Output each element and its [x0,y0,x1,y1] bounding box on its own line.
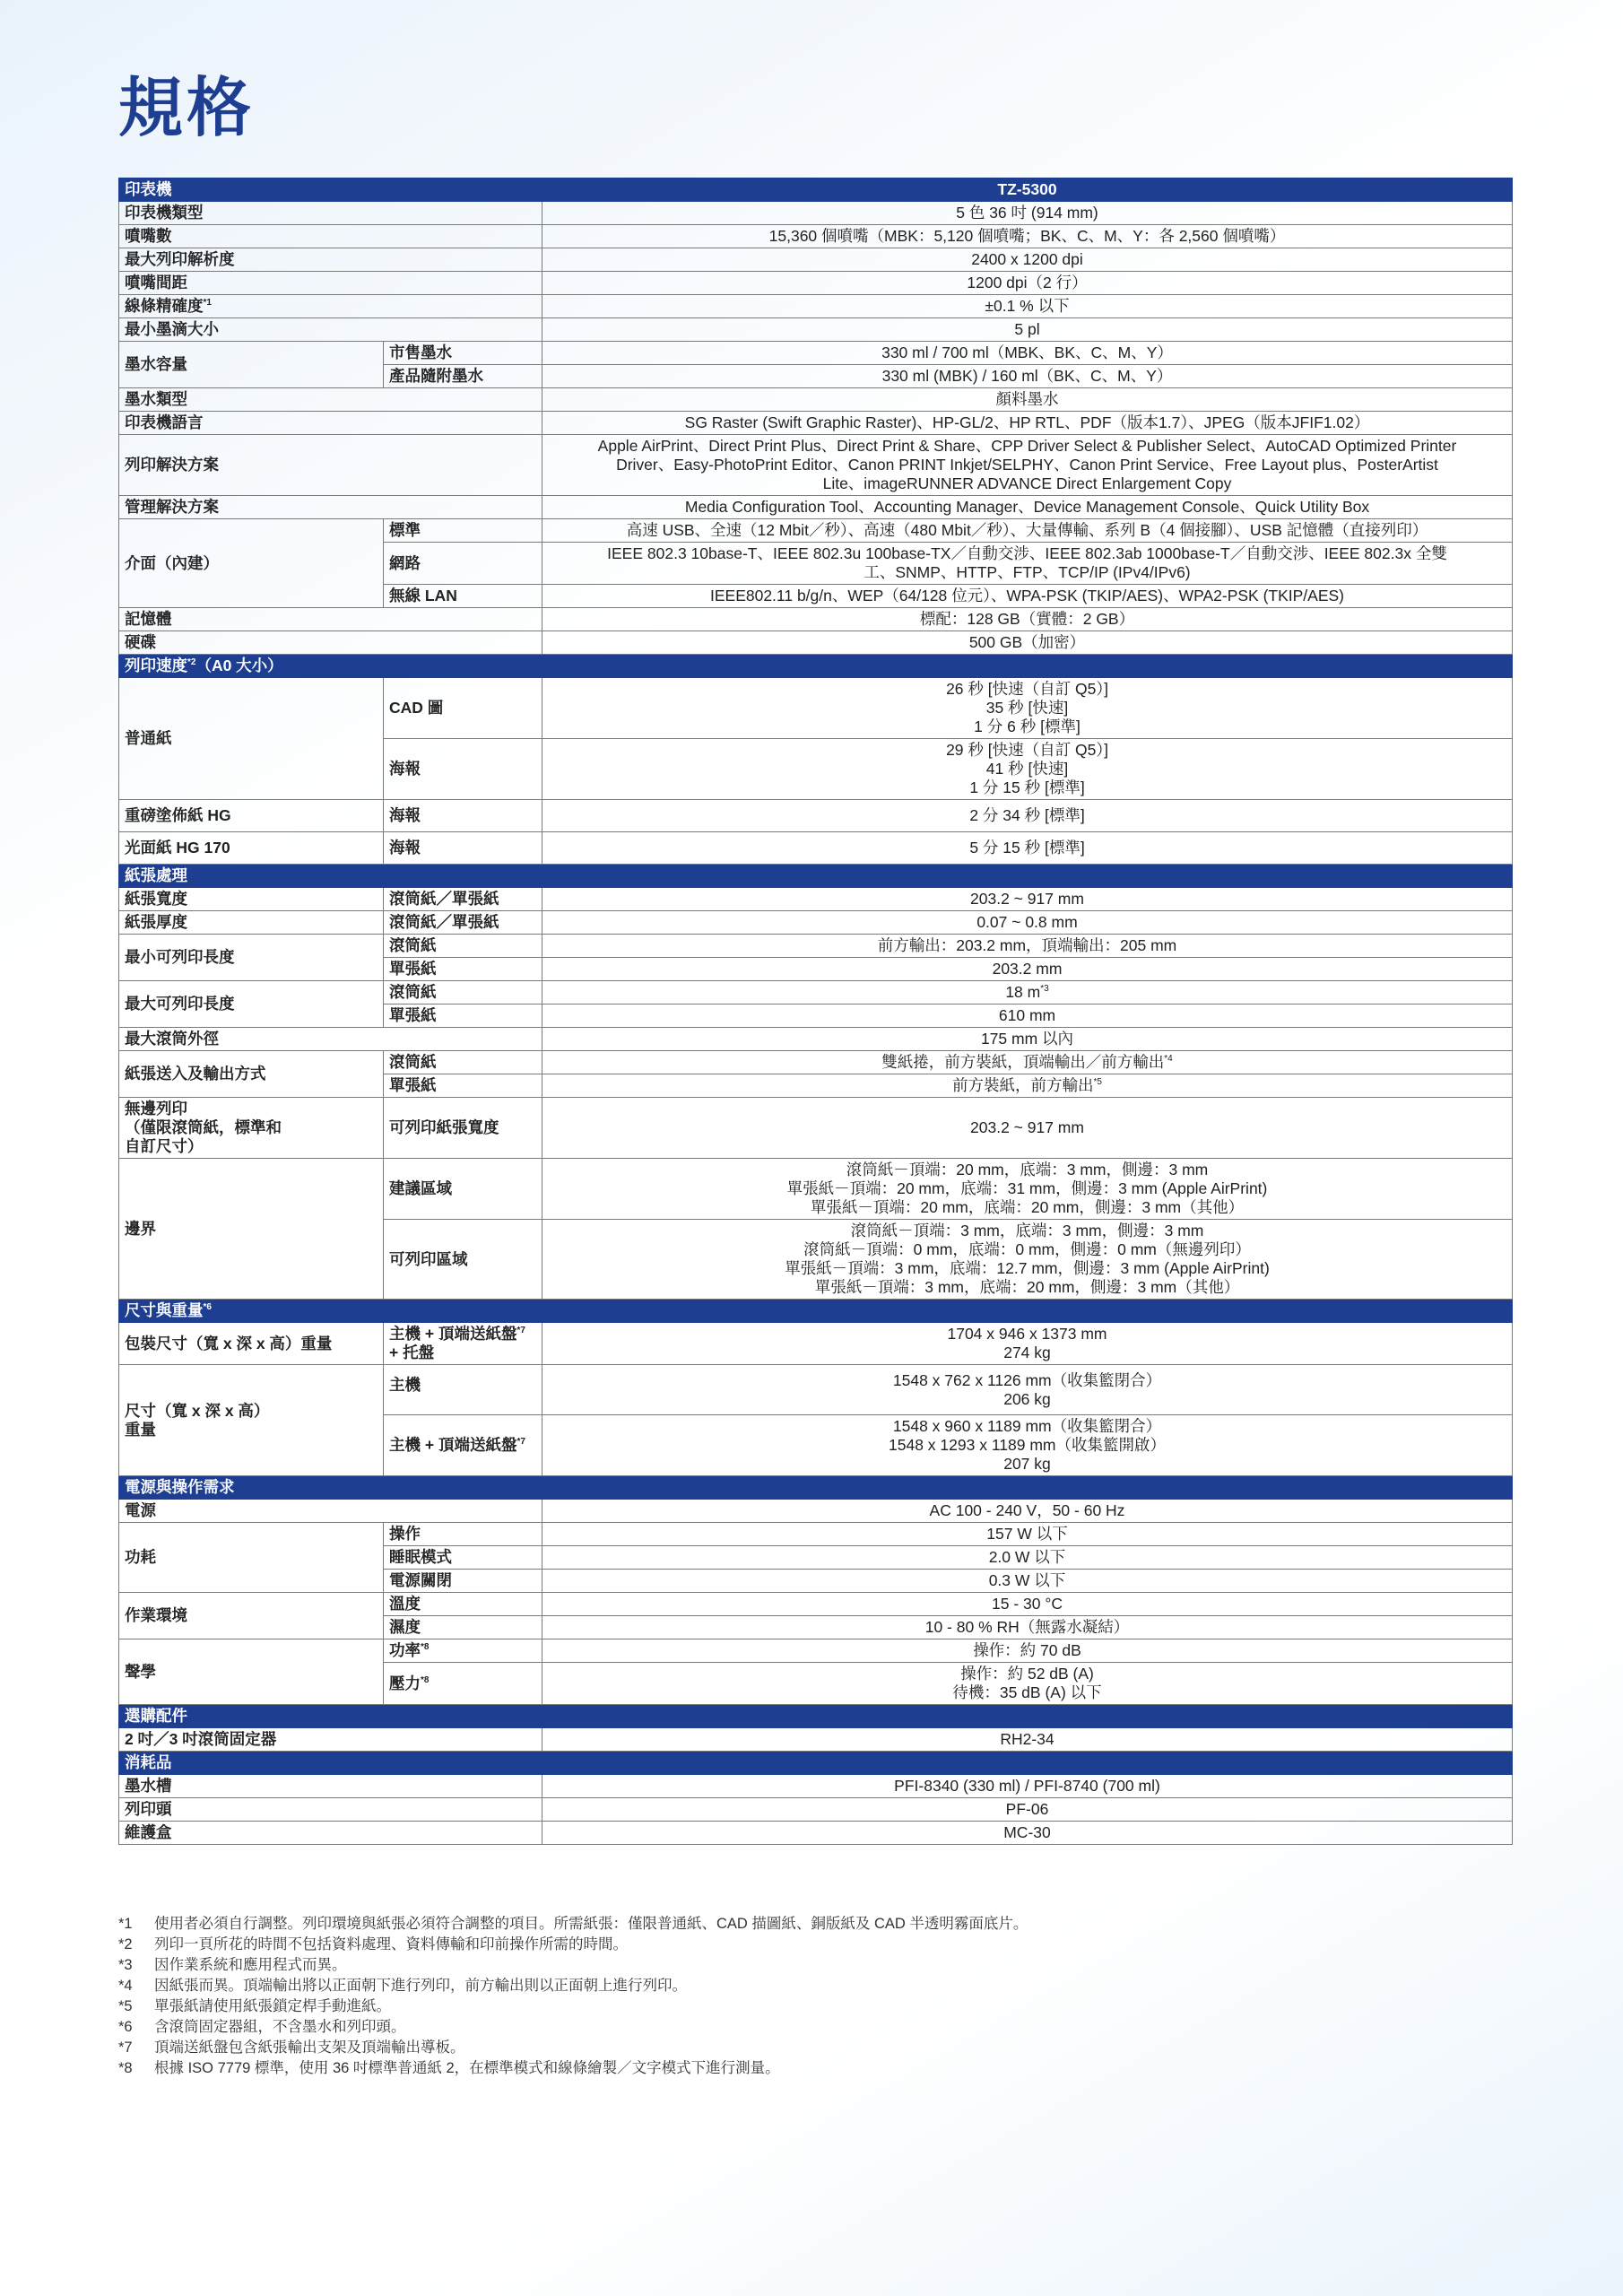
row-value: PFI-8340 (330 ml) / PFI-8740 (700 ml) [542,1775,1513,1798]
footnote [118,2038,1028,2058]
sub-label: 睡眠模式 [384,1546,542,1570]
value-line: 35 秒 [快速] [985,699,1069,717]
row-value: PF-06 [542,1798,1513,1822]
row-value: 15 - 30 °C [542,1593,1513,1616]
row-value: 203.2 mm [542,958,1513,981]
value-line: 1548 x 1293 x 1189 mm（收集籃開啟） [889,1436,1166,1454]
footnote-text: 因紙張而異。頂端輸出將以正面朝下進行列印，前方輸出則以正面朝上進行列印。 [154,1978,687,1994]
label-line: 重量 [125,1420,156,1439]
sub-label: 滾筒紙 [384,1051,542,1074]
row-value: 高速 USB、全速（12 Mbit／秒）、高速（480 Mbit／秒）、大量傳輸、系列 B（4 個接腳）、USB 記憶體（直接列印） [542,519,1513,543]
row-value-multiline [542,1323,1513,1365]
row-value: Media Configuration Tool、Accounting Manager、Device Management Console、Quick Utility Box [542,496,1513,519]
table-header-row [119,178,1513,202]
table-row [119,935,1513,958]
row-label: 最小可列印長度 [119,935,384,981]
value-line: 26 秒 [快速（自訂 Q5）] [946,680,1108,698]
row-value: 2 分 34 秒 [標準] [542,800,1513,832]
row-value: 175 mm 以內 [542,1028,1513,1051]
value-line: Apple AirPrint、Direct Print Plus、Direct Print & Share、CPP Driver Select & Publisher Select、AutoCAD Optimized Printer [597,437,1457,455]
row-value: SG Raster (Swift Graphic Raster)、HP-GL/2、HP RTL、PDF（版本1.7）、JPEG（版本JFIF1.02） [542,412,1513,435]
row-value-multiline [542,678,1513,739]
table-row [119,435,1513,496]
sub-label: 操作 [384,1523,542,1546]
row-label: 普通紙 [119,678,384,800]
footnote-text: 單張紙請使用紙張鎖定桿手動進紙。 [154,1998,391,2014]
row-value: 330 ml (MBK) / 160 ml（BK、C、M、Y） [542,365,1513,388]
row-value-multiline [542,1220,1513,1300]
value-line: 單張紙－頂端：3 mm，底端：12.7 mm，側邊：3 mm (Apple AirPrint) [785,1259,1270,1277]
table-row [119,1051,1513,1074]
table-row [119,1798,1513,1822]
table-row [119,519,1513,543]
footnote-number: *3 [118,1957,133,1973]
row-value-multiline [542,739,1513,800]
footnote-number: *2 [118,1936,133,1952]
section-header-paper [119,865,1513,888]
sub-label-with-note [384,1663,542,1705]
sub-label: 滾筒紙 [384,981,542,1004]
table-row [119,608,1513,631]
sub-label: 可列印紙張寬度 [384,1098,542,1159]
footnote-text: 因作業系統和應用程式而異。 [154,1957,347,1973]
row-value: 15,360 個噴嘴（MBK：5,120 個噴嘴；BK、C、M、Y：各 2,560 個噴嘴） [542,225,1513,248]
sub-label: 濕度 [384,1616,542,1639]
sub-label: 網路 [384,543,542,585]
value-text: 前方裝紙，前方輸出 [952,1076,1094,1094]
row-value-multiline [542,1415,1513,1476]
row-label: 作業環境 [119,1593,384,1639]
row-label: 噴嘴間距 [119,272,542,295]
table-row [119,911,1513,935]
header-label: 印表機 [119,178,542,202]
footnote-number: *1 [118,1916,133,1932]
sub-label: 主機 [384,1365,542,1415]
footnote [118,1955,1028,1976]
table-row [119,1728,1513,1752]
row-label: 墨水類型 [119,388,542,412]
row-value: 5 色 36 吋 (914 mm) [542,202,1513,225]
row-value: 0.07 ~ 0.8 mm [542,911,1513,935]
row-label: 2 吋／3 吋滾筒固定器 [119,1728,542,1752]
value-line: 單張紙－頂端：20 mm，底端：31 mm，側邊：3 mm (Apple AirPrint) [786,1179,1268,1197]
sub-label: 電源關閉 [384,1570,542,1593]
table-row [119,496,1513,519]
value-line: 待機：35 dB (A) 以下 [952,1683,1102,1701]
row-label: 墨水槽 [119,1775,542,1798]
section-title-text: 列印速度 [125,657,187,674]
table-row [119,1159,1513,1220]
table-row [119,412,1513,435]
row-label-multiline [119,1098,384,1159]
row-label-with-note [119,295,542,318]
sub-label-with-note [384,1639,542,1663]
sub-label: 單張紙 [384,1004,542,1028]
sub-label: 滾筒紙／單張紙 [384,888,542,911]
table-row [119,248,1513,272]
row-label: 管理解決方案 [119,496,542,519]
row-value: 610 mm [542,1004,1513,1028]
footnote-ref: *3 [1040,984,1049,995]
row-label: 紙張送入及輸出方式 [119,1051,384,1098]
row-value: 157 W 以下 [542,1523,1513,1546]
footnote-ref: *4 [1164,1054,1173,1065]
footnote [118,2017,1028,2038]
row-label: 最大列印解析度 [119,248,542,272]
footnote-text: 列印一頁所花的時間不包括資料處理、資料傳輸和印前操作所需的時間。 [154,1936,628,1952]
table-row [119,981,1513,1004]
table-row [119,342,1513,365]
footnote [118,1996,1028,2017]
section-header-power [119,1476,1513,1500]
footnote [118,1976,1028,1996]
value-line: 29 秒 [快速（自訂 Q5）] [946,741,1108,759]
section-title-text: 尺寸與重量 [125,1301,204,1319]
sub-label: 可列印區域 [384,1220,542,1300]
table-row [119,1098,1513,1159]
value-line: 滾筒紙－頂端：3 mm，底端：3 mm，側邊：3 mm [850,1222,1204,1239]
row-value: ±0.1 % 以下 [542,295,1513,318]
footnote-number: *4 [118,1978,133,1994]
table-row [119,678,1513,739]
row-label: 硬碟 [119,631,542,655]
row-value: 500 GB（加密） [542,631,1513,655]
section-header-print-speed [119,655,1513,678]
sub-label: 海報 [384,832,542,865]
row-value-multiline [542,435,1513,496]
row-value-with-note [542,1074,1513,1098]
row-label: 光面紙 HG 170 [119,832,384,865]
table-row [119,202,1513,225]
table-row [119,1822,1513,1845]
row-label: 記憶體 [119,608,542,631]
sub-line: + 托盤 [389,1344,435,1361]
row-label: 介面（內建） [119,519,384,608]
row-value: 203.2 ~ 917 mm [542,888,1513,911]
table-row [119,1593,1513,1616]
sub-label: 海報 [384,739,542,800]
value-line: 207 kg [1003,1455,1051,1473]
table-row [119,800,1513,832]
value-line: 滾筒紙－頂端：0 mm，底端：0 mm，側邊：0 mm（無邊列印） [803,1240,1251,1258]
footnote-ref: *7 [516,1326,525,1336]
table-row [119,318,1513,342]
sub-text: 主機 + 頂端送紙盤 [389,1436,517,1454]
row-label: 列印頭 [119,1798,542,1822]
row-label: 邊界 [119,1159,384,1300]
section-header-options [119,1705,1513,1728]
section-title-suffix: （A0 大小） [195,657,283,674]
row-value: RH2-34 [542,1728,1513,1752]
footnote-number: *6 [118,2019,133,2035]
section-title: 消耗品 [119,1752,1513,1775]
row-value-multiline [542,1159,1513,1220]
label-line: （僅限滾筒紙，標準和 [125,1118,282,1136]
table-row [119,272,1513,295]
table-row [119,388,1513,412]
row-value-with-note [542,981,1513,1004]
sub-label: 產品隨附墨水 [384,365,542,388]
table-row [119,1028,1513,1051]
row-label: 功耗 [119,1523,384,1593]
row-value: 2.0 W 以下 [542,1546,1513,1570]
footnote [118,2058,1028,2079]
footnotes [118,1914,1028,2079]
footnote-ref: *8 [421,1642,430,1653]
value-line: 206 kg [1003,1389,1051,1408]
row-label: 噴嘴數 [119,225,542,248]
table-row [119,1523,1513,1546]
sub-text: 壓力 [389,1674,421,1692]
page-title: 規格 [118,73,256,144]
footnote-ref: *6 [203,1302,212,1313]
sub-line [389,1325,536,1344]
footnote-ref: *5 [1093,1077,1102,1088]
sub-label-multiline [384,1323,542,1365]
section-title: 電源與操作需求 [119,1476,1513,1500]
sub-label: 建議區域 [384,1159,542,1220]
sub-label: 滾筒紙／單張紙 [384,911,542,935]
footnote-text: 頂端送紙盤包含紙張輸出支架及頂端輸出導板。 [154,2039,465,2056]
footnote-ref: *8 [421,1674,430,1685]
row-label-multiline [119,1365,384,1476]
label-text: 線條精確度 [125,297,204,315]
row-value: 操作：約 70 dB [542,1639,1513,1663]
footnote-ref: *7 [516,1437,525,1448]
row-label: 紙張寬度 [119,888,384,911]
row-value-with-note [542,1051,1513,1074]
footnote-number: *8 [118,2060,133,2076]
row-label: 墨水容量 [119,342,384,388]
value-line: 1704 x 946 x 1373 mm [947,1325,1107,1343]
value-text: 18 m [1005,983,1041,1001]
section-title [119,1300,1513,1323]
value-line: Driver、Easy-PhotoPrint Editor、Canon PRINT Inkjet/SELPHY、Canon Print Service、Free Layout plus、PosterArtist [616,456,1438,474]
footnote-ref: *2 [187,657,196,668]
value-line: 1 分 6 秒 [標準] [974,718,1081,735]
row-value: 5 分 15 秒 [標準] [542,832,1513,865]
row-label: 最小墨滴大小 [119,318,542,342]
table-row [119,295,1513,318]
row-label: 紙張厚度 [119,911,384,935]
label-line: 尺寸（寬 x 深 x 高） [125,1401,270,1420]
section-title: 紙張處理 [119,865,1513,888]
sub-label: 滾筒紙 [384,935,542,958]
row-value: 標配：128 GB（實體：2 GB） [542,608,1513,631]
value-line: 單張紙－頂端：20 mm，底端：20 mm，側邊：3 mm（其他） [810,1198,1245,1216]
row-label: 列印解決方案 [119,435,542,496]
section-title: 選購配件 [119,1705,1513,1728]
row-label: 印表機語言 [119,412,542,435]
value-line: 操作：約 52 dB (A) [960,1665,1094,1683]
value-line: 1548 x 960 x 1189 mm（收集籃閉合） [892,1417,1162,1435]
value-line: 41 秒 [快速] [985,760,1069,778]
value-line: Lite、imageRUNNER ADVANCE Direct Enlargement Copy [822,474,1232,492]
row-value: 2400 x 1200 dpi [542,248,1513,272]
row-label: 最大滾筒外徑 [119,1028,542,1051]
row-value-multiline [542,1365,1513,1415]
value-line: 1 分 15 秒 [標準] [969,778,1085,796]
sub-label: 標準 [384,519,542,543]
table-row [119,1365,1513,1415]
row-label: 電源 [119,1500,542,1523]
sub-label: 單張紙 [384,1074,542,1098]
sub-label: 市售墨水 [384,342,542,365]
row-value: 前方輸出：203.2 mm，頂端輸出：205 mm [542,935,1513,958]
value-line: 274 kg [1003,1344,1051,1361]
value-line: 單張紙－頂端：3 mm，底端：20 mm，側邊：3 mm（其他） [814,1278,1240,1296]
model-name: TZ-5300 [542,178,1513,202]
footnote-text: 使用者必須自行調整。列印環境與紙張必須符合調整的項目。所需紙張：僅限普通紙、CAD 描圖紙、銅版紙及 CAD 半透明霧面底片。 [154,1916,1028,1932]
table-row [119,1639,1513,1663]
row-value-multiline [542,1663,1513,1705]
label-line: 自訂尺寸） [125,1137,204,1155]
table-row [119,1323,1513,1365]
row-label: 聲學 [119,1639,384,1705]
row-label: 最大可列印長度 [119,981,384,1028]
footnote [118,1935,1028,1955]
value-line: 1548 x 762 x 1126 mm（收集籃閉合） [892,1370,1162,1389]
footnote-number: *5 [118,1998,133,2014]
table-row [119,888,1513,911]
sub-label: CAD 圖 [384,678,542,739]
row-label: 維護盒 [119,1822,542,1845]
sub-label-with-note [384,1415,542,1476]
footnote-ref: *1 [203,298,212,309]
row-value: IEEE802.11 b/g/n、WEP（64/128 位元）、WPA-PSK (TKIP/AES)、WPA2-PSK (TKIP/AES) [542,585,1513,608]
section-title [119,655,1513,678]
table-row [119,631,1513,655]
section-header-dimensions [119,1300,1513,1323]
footnote-text: 含滾筒固定器組，不含墨水和列印頭。 [154,2019,406,2035]
spec-table [118,178,1513,1845]
sub-label: 無線 LAN [384,585,542,608]
row-label: 包裝尺寸（寬 x 深 x 高）重量 [119,1323,384,1365]
value-line: 工、SNMP、HTTP、FTP、TCP/IP (IPv4/IPv6) [864,563,1191,581]
sub-label: 溫度 [384,1593,542,1616]
footnote-text: 根據 ISO 7779 標準，使用 36 吋標準普通紙 2，在標準模式和線條繪製／文字模式下進行測量。 [154,2060,780,2076]
sub-text: 功率 [389,1641,421,1659]
row-value: 203.2 ~ 917 mm [542,1098,1513,1159]
row-value: 1200 dpi（2 行） [542,272,1513,295]
row-value: AC 100 - 240 V，50 - 60 Hz [542,1500,1513,1523]
row-value: 330 ml / 700 ml（MBK、BK、C、M、Y） [542,342,1513,365]
table-row [119,832,1513,865]
section-header-consumables [119,1752,1513,1775]
row-label: 印表機類型 [119,202,542,225]
value-line: 滾筒紙－頂端：20 mm，底端：3 mm，側邊：3 mm [846,1161,1209,1178]
table-row [119,1500,1513,1523]
table-row [119,225,1513,248]
table-row [119,1775,1513,1798]
sub-label: 海報 [384,800,542,832]
label-line: 無邊列印 [125,1100,187,1118]
sub-text: 主機 + 頂端送紙盤 [389,1325,517,1343]
footnote [118,1914,1028,1935]
value-text: 雙紙捲，前方裝紙，頂端輸出／前方輸出 [881,1053,1165,1071]
row-value: MC-30 [542,1822,1513,1845]
sub-label: 單張紙 [384,958,542,981]
row-value: 顏料墨水 [542,388,1513,412]
row-value: 10 - 80 % RH（無露水凝結） [542,1616,1513,1639]
value-line: IEEE 802.3 10base-T、IEEE 802.3u 100base-TX／自動交涉、IEEE 802.3ab 1000base-T／自動交涉、IEEE 802.3x 全雙 [607,544,1447,562]
row-value-multiline [542,543,1513,585]
row-label: 重磅塗佈紙 HG [119,800,384,832]
row-value: 0.3 W 以下 [542,1570,1513,1593]
row-value: 5 pl [542,318,1513,342]
footnote-number: *7 [118,2039,133,2056]
